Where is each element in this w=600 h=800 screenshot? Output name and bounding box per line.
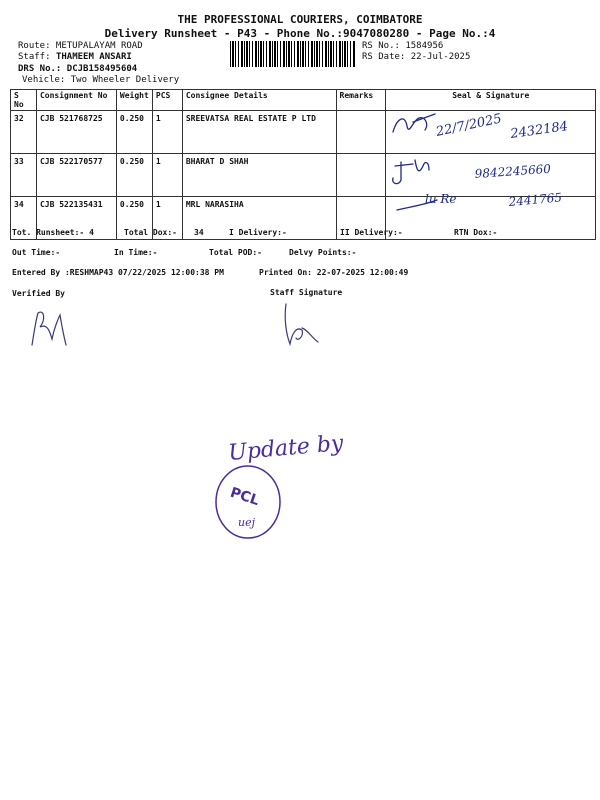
col-header-remarks: Remarks	[336, 90, 386, 111]
cell-remarks	[336, 111, 386, 154]
rtn-dox: RTN Dox:-	[454, 228, 498, 237]
company-name: THE PROFESSIONAL COURIERS, COIMBATORE	[177, 13, 423, 26]
col-header-seal-signature: Seal & Signature	[386, 90, 596, 111]
cell-sno: 32	[11, 111, 37, 154]
drs-line	[18, 64, 137, 74]
staff-name: THAMEEM ANSARI	[55, 52, 132, 62]
staff-line	[18, 52, 132, 62]
verified-by-label: Verified By	[12, 289, 65, 298]
row2-number-handwriting: 9842245660	[474, 161, 552, 181]
col-header-sno: S No	[11, 90, 37, 111]
col-header-consignee: Consignee Details	[182, 90, 336, 111]
runsheet-title: Delivery Runsheet - P43 - Phone No.:9047080280 - Page No.:4	[104, 27, 496, 40]
staff-signature-stroke	[285, 304, 318, 344]
staff-signature-mark	[278, 298, 328, 350]
rs-number: RS No.: 1584956	[362, 41, 444, 51]
cell-pcs: 1	[152, 111, 182, 154]
handwritten-signatures	[385, 100, 600, 225]
row2-signature-stroke	[393, 160, 429, 184]
row1-signature-stroke	[393, 114, 435, 132]
total-dox-label: Total Dox:-	[124, 228, 177, 237]
cell-remarks	[336, 154, 386, 197]
rs-date: RS Date: 22-Jul-2025	[362, 52, 471, 62]
cell-weight: 0.250	[116, 111, 152, 154]
i-delivery: I Delivery:-	[229, 228, 287, 237]
route-text: Route: METUPALAYAM ROAD	[18, 41, 143, 51]
row3-number-handwriting: 2441765	[508, 190, 563, 209]
total-pod: Total POD:-	[209, 248, 262, 257]
drs-label: DRS No.:	[18, 64, 62, 74]
cell-consignee: BHARAT D SHAH	[182, 154, 336, 197]
out-time: Out Time:-	[12, 248, 61, 257]
col-header-consignment: Consignment No	[36, 90, 116, 111]
stamp-subtext: uej	[238, 516, 256, 529]
cell-weight: 0.250	[116, 154, 152, 197]
cell-consignee: MRL NARASIHA	[182, 197, 336, 240]
stamp-text: PCL	[228, 484, 262, 510]
cell-pcs: 1	[152, 197, 182, 240]
col-header-pcs: PCS	[152, 90, 182, 111]
row1-date-handwriting: 22/7/2025	[434, 111, 504, 140]
total-dox-value: 34	[194, 228, 204, 237]
cell-pcs: 1	[152, 154, 182, 197]
staff-signature-label: Staff Signature	[270, 288, 343, 297]
row1-number-handwriting: 2432184	[509, 119, 569, 142]
staff-label: Staff:	[18, 52, 51, 62]
barcode-image	[230, 41, 355, 67]
col-header-weight: Weight	[116, 90, 152, 111]
tot-runsheet: Tot. Runsheet:- 4	[12, 228, 94, 237]
cell-sno: 34	[11, 197, 37, 240]
cell-weight: 0.250	[116, 197, 152, 240]
cell-consignment: CJB 522170577	[36, 154, 116, 197]
cell-consignee: SREEVATSA REAL ESTATE P LTD	[182, 111, 336, 154]
cell-consignment: CJB 522135431	[36, 197, 116, 240]
verifier-signature-stroke	[32, 312, 66, 345]
drs-number: DCJB158495604	[66, 64, 138, 74]
in-time: In Time:-	[114, 248, 158, 257]
pcl-stamp	[212, 460, 284, 542]
ii-delivery: II Delivery:-	[340, 228, 403, 237]
update-note-text: Update by	[227, 431, 345, 466]
cell-consignment: CJB 521768725	[36, 111, 116, 154]
vehicle-text: Vehicle: Two Wheeler Delivery	[22, 75, 180, 85]
delvy-points: Delvy Points:-	[289, 248, 357, 257]
verifier-signature	[28, 305, 78, 350]
entered-by: Entered By :RESHMAP43 07/22/2025 12:00:38 PM	[12, 268, 224, 277]
printed-on: Printed On: 22-07-2025 12:00:49	[259, 268, 409, 277]
cell-sno: 33	[11, 154, 37, 197]
row3-name-handwriting: lu Re	[425, 192, 457, 206]
